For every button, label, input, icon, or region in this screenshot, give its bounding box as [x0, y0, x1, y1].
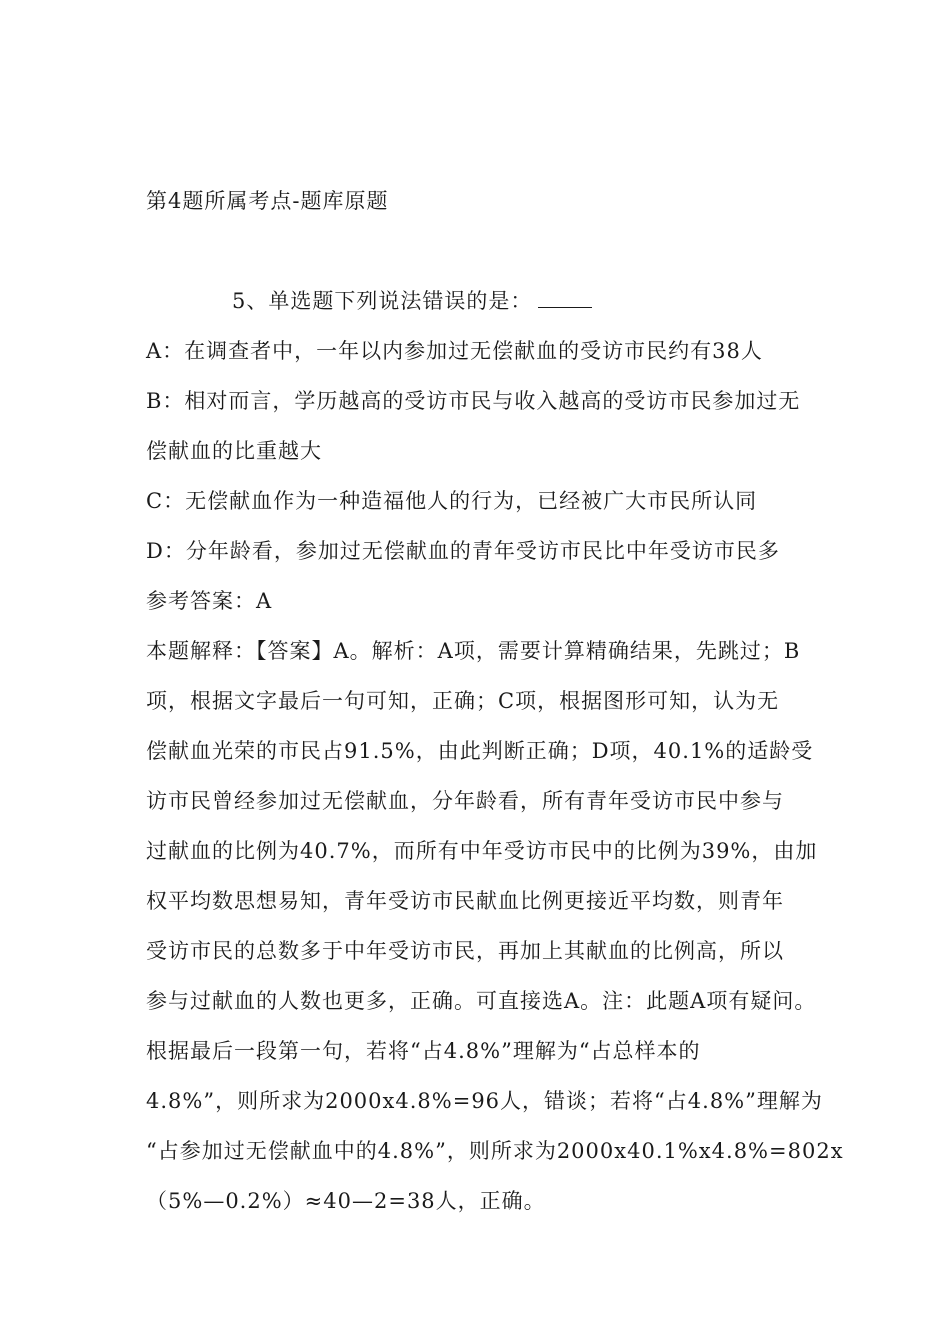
explanation-line: 偿献血光荣的市民占91.5%，由此判断正确；D项，40.1%的适龄受: [146, 739, 814, 763]
explanation-line: 访市民曾经参加过无偿献血，分年龄看，所有青年受访市民中参与: [146, 789, 784, 813]
reference-answer: 参考答案：A: [146, 589, 273, 613]
question-text: 5、单选题下列说法错误的是：: [232, 289, 533, 313]
explanation-line: 过献血的比例为40.7%，而所有中年受访市民中的比例为39%，由加: [146, 839, 818, 863]
option-c: C：无偿献血作为一种造福他人的行为，已经被广大市民所认同: [146, 489, 758, 513]
question-stem: [232, 288, 592, 314]
option-a: A：在调查者中，一年以内参加过无偿献血的受访市民约有38人: [146, 339, 763, 363]
explanation-line: 参与过献血的人数也更多，正确。可直接选A。注：此题A项有疑问。: [146, 989, 817, 1013]
explanation-line: 根据最后一段第一句，若将“占4.8%”理解为“占总样本的: [146, 1039, 701, 1063]
option-b: B：相对而言，学历越高的受访市民与收入越高的受访市民参加过无: [146, 389, 801, 413]
explanation-line: 项，根据文字最后一句可知，正确；C项，根据图形可知，认为无: [146, 689, 780, 713]
explanation-line: 本题解释：【答案】A。解析：A项，需要计算精确结果，先跳过；B: [146, 639, 801, 663]
explanation-line: 权平均数思想易知，青年受访市民献血比例更接近平均数，则青年: [146, 889, 784, 913]
explanation-line: （5%—0.2%）≈40—2=38人，正确。: [146, 1189, 546, 1213]
option-b-continued: 偿献血的比重越大: [146, 439, 322, 463]
section-heading: 第4题所属考点-题库原题: [146, 189, 389, 213]
option-d: D：分年龄看，参加过无偿献血的青年受访市民比中年受访市民多: [146, 539, 780, 563]
answer-blank: [538, 289, 592, 308]
explanation-line: 受访市民的总数多于中年受访市民，再加上其献血的比例高，所以: [146, 939, 784, 963]
explanation-line: “占参加过无偿献血中的4.8%”，则所求为2000x40.1%x4.8%=802x: [146, 1139, 844, 1163]
explanation-line: 4.8%”，则所求为2000x4.8%=96人，错谈；若将“占4.8%”理解为: [146, 1089, 823, 1113]
